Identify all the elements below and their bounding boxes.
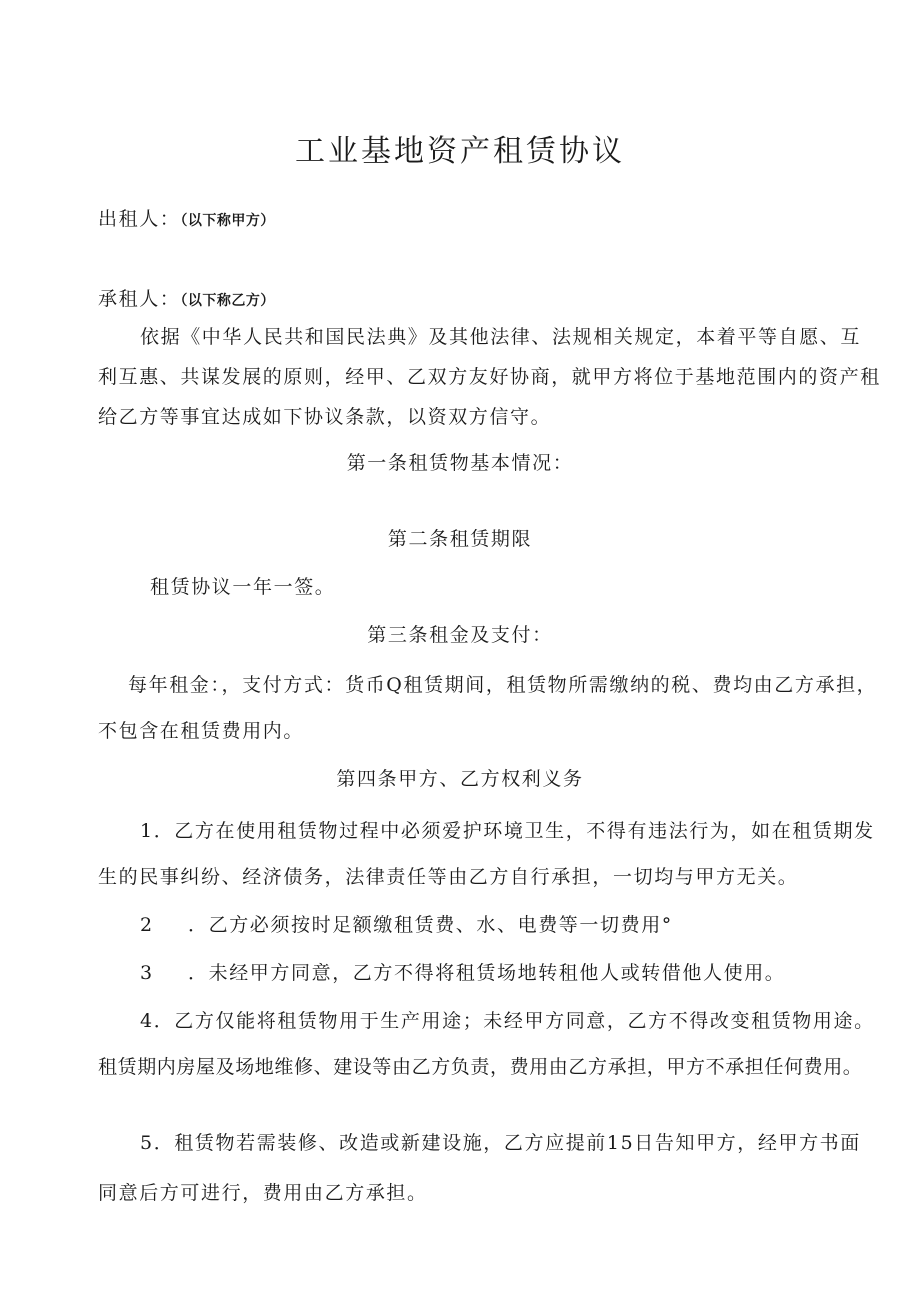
article2-heading: 第二条租赁期限 — [387, 528, 533, 550]
article4-heading: 第四条甲方、乙方权利义务 — [336, 768, 584, 790]
clause1-line: 1．乙方在使用租赁物过程中必须爱护环境卫生，不得有违法行为，如在租赁期发 — [140, 820, 875, 842]
lessor-line — [98, 206, 275, 234]
article3-heading: 第三条租金及支付： — [367, 624, 553, 646]
clause4-line: 4．乙方仅能将租赁物用于生产用途；未经甲方同意，乙方不得改变租赁物用途。 — [140, 1010, 875, 1032]
clause3-text: ．未经甲方同意，乙方不得将租赁场地转租他人或转借他人使用。 — [188, 962, 786, 984]
lessee-line — [98, 286, 275, 314]
document-title: 工业基地资产租赁协议 — [295, 134, 625, 170]
clause5-line: 同意后方可进行，费用由乙方承担。 — [98, 1182, 428, 1204]
article2-body: 租赁协议一年一签。 — [150, 576, 336, 598]
lessor-note: （以下称甲方） — [180, 213, 275, 229]
article3-line: 每年租金：，支付方式：货币Q租赁期间，租赁物所需缴纳的税、费均由乙方承担， — [128, 674, 878, 696]
clause1-line: 生的民事纠纷、经济债务，法律责任等由乙方自行承担，一切均与甲方无关。 — [98, 866, 799, 888]
clause2-text: ．乙方必须按时足额缴租赁费、水、电费等一切费用° — [188, 914, 673, 936]
preamble-line: 依据《中华人民共和国民法典》及其他法律、法规相关规定，本着平等自愿、互 — [140, 326, 862, 348]
lessor-label: 出租人： — [98, 208, 181, 230]
clause3-number: 3 — [140, 962, 154, 984]
preamble-line: 给乙方等事宜达成如下协议条款，以资双方信守。 — [98, 406, 552, 428]
lessee-label: 承租人： — [98, 288, 181, 310]
clause4-line: 租赁期内房屋及场地维修、建设等由乙方负责，费用由乙方承担，甲方不承担任何费用。 — [98, 1056, 863, 1078]
lessee-note: （以下称乙方） — [180, 293, 275, 309]
clause5-line: 5．租赁物若需装修、改造或新建设施，乙方应提前15日告知甲方，经甲方书面 — [140, 1132, 861, 1154]
clause2-line — [140, 912, 673, 938]
article3-line: 不包含在租赁费用内。 — [98, 720, 305, 742]
clause3-line — [140, 960, 785, 986]
clause2-number: 2 — [140, 914, 154, 936]
preamble-line: 利互惠、共谋发展的原则，经甲、乙双方友好协商，就甲方将位于基地范围内的资产租 — [98, 366, 881, 388]
article1-heading: 第一条租赁物基本情况： — [346, 452, 574, 474]
